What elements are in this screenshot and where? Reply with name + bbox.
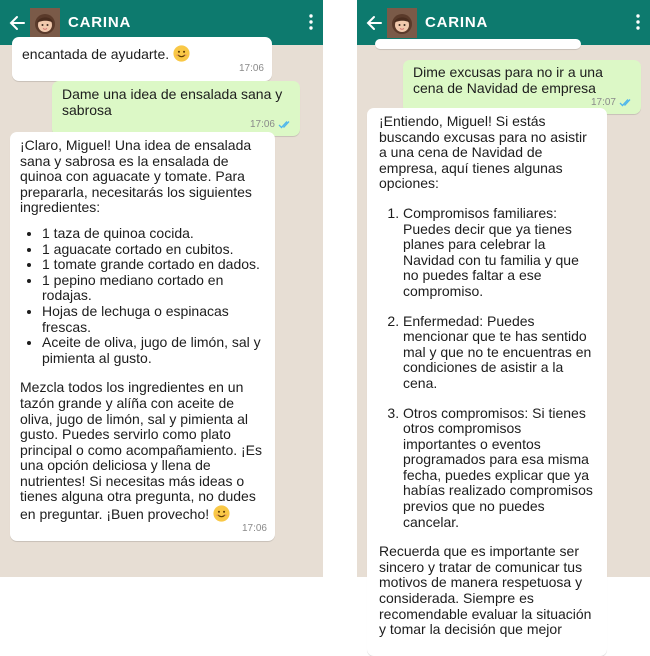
list-item: • Hojas de lechuga o espinacas frescas. — [42, 304, 265, 335]
list-item: 3. Otros compromisos: Si tienes otros compromisos importantes o eventos programados para esa misma fecha, puedes explicar que ya habías realizado compromisos previos que no puedes cancelar. — [403, 406, 597, 531]
excuses-list — [379, 206, 597, 530]
message-text: encantada de ayudarte. — [22, 46, 170, 62]
message-time: 17:07 — [590, 96, 616, 108]
read-ticks-icon — [278, 120, 292, 129]
outgoing-message[interactable] — [403, 60, 641, 114]
message-list[interactable] — [357, 45, 650, 638]
message-outro: Recuerda que es importante ser sincero y tratar de comunicar tus motivos de manera respetuosa y considerada. Siempre es recomendable evaluar la situación y tomar la decisión que mejor — [379, 543, 592, 638]
message-list[interactable] — [0, 45, 323, 577]
more-options-icon[interactable] — [309, 13, 313, 31]
list-item: • 1 pepino mediano cortado en rodajas. — [42, 273, 265, 304]
message-intro: ¡Entiendo, Miguel! Si estás buscando excusas para no asistir a una cena de Navidad de empresa, aquí tienes algunas opciones: — [379, 113, 587, 192]
message-time: 17:06 — [249, 118, 275, 130]
more-options-icon[interactable] — [636, 13, 640, 31]
message-outro: Mezcla todos los ingredientes en un tazón grande y alíña con aceite de oliva, jugo de limón, sal y pimienta al gusto. Puedes servirlo como plato principal o como acompañamiento. ¡Es una opción deliciosa y llena de nutrientes! Si necesitas más ideas o tienes alguna otra pregunta, no dudes en preguntar. ¡Buen provecho! — [20, 379, 263, 523]
incoming-message[interactable] — [12, 37, 272, 81]
message-text: Dame una idea de ensalada sana y sabrosa — [62, 86, 283, 118]
list-item: • 1 aguacate cortado en cubitos. — [42, 242, 265, 258]
list-item: • 1 tomate grande cortado en dados. — [42, 257, 265, 273]
contact-avatar[interactable] — [387, 8, 417, 38]
incoming-message-partial[interactable] — [375, 39, 581, 49]
message-time: 17:06 — [238, 63, 264, 74]
back-arrow-icon[interactable] — [365, 14, 383, 32]
list-item: 2. Enfermedad: Puedes mencionar que te has sentido mal y que no te encuentras en condiciones de asistir a la cena. — [403, 314, 597, 392]
contact-avatar[interactable] — [30, 8, 60, 38]
contact-name[interactable]: CARINA — [425, 14, 489, 31]
message-time: 17:06 — [241, 523, 267, 535]
left-chat-screen — [0, 0, 323, 577]
incoming-message[interactable] — [10, 132, 275, 541]
message-intro: ¡Claro, Miguel! Una idea de ensalada sana y sabrosa es la ensalada de quinoa con aguacate y tomate. Para prepararla, necesitarás los siguientes ingredientes: — [20, 137, 252, 216]
contact-name[interactable]: CARINA — [68, 14, 132, 31]
read-ticks-icon — [619, 98, 633, 107]
smiling-face-emoji — [213, 505, 230, 522]
incoming-message[interactable] — [367, 108, 607, 656]
message-text: Dime excusas para no ir a una cena de Navidad de empresa — [413, 64, 603, 96]
list-item: 1. Compromisos familiares: Puedes decir que ya tienes planes para celebrar la Navidad con tu familia y que no puedes faltar a ese compromiso. — [403, 206, 597, 300]
back-arrow-icon[interactable] — [8, 14, 26, 32]
outgoing-message[interactable] — [52, 81, 300, 136]
list-item: • 1 taza de quinoa cocida. — [42, 226, 265, 242]
list-item: • Aceite de oliva, jugo de limón, sal y pimienta al gusto. — [42, 335, 265, 366]
right-chat-screen — [357, 0, 650, 638]
ingredient-list — [20, 226, 265, 366]
smiling-face-emoji — [173, 45, 190, 62]
